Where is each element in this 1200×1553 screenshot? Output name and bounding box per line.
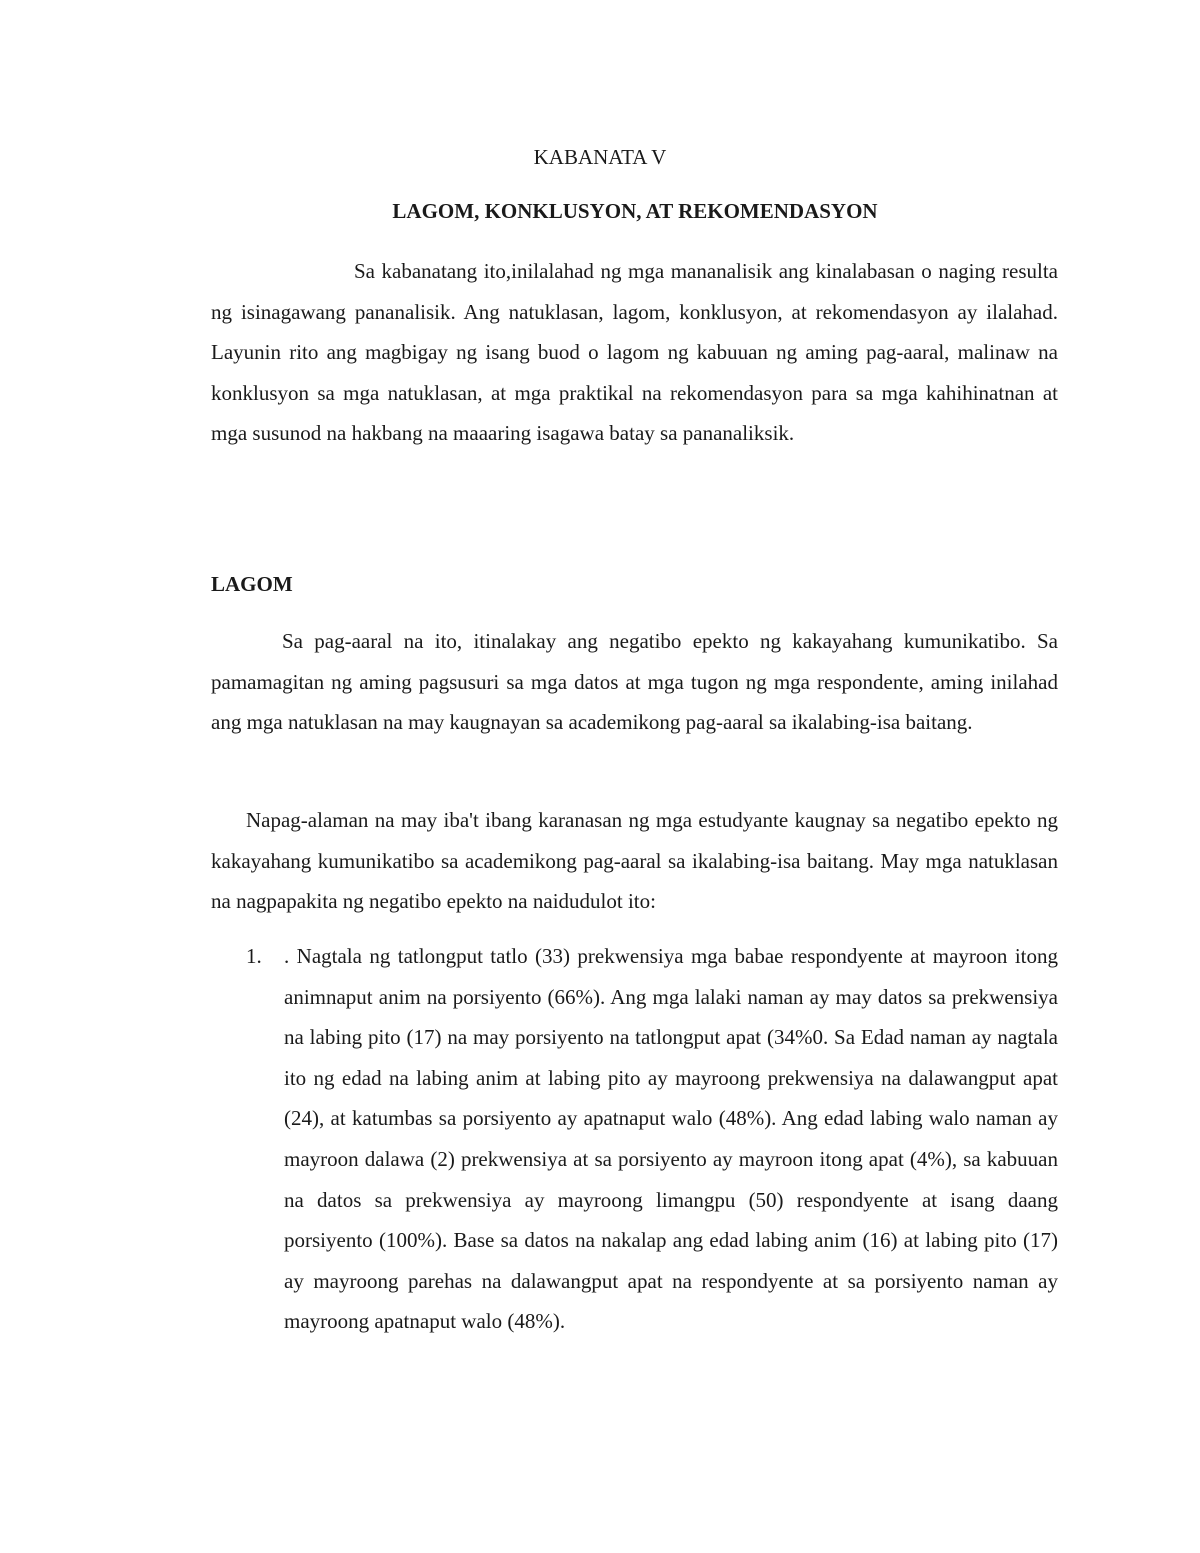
list-item <box>211 936 1058 1342</box>
findings-list <box>211 936 1058 1342</box>
chapter-title: LAGOM, KONKLUSYON, AT REKOMENDASYON <box>392 199 878 223</box>
lagom-paragraph-1: Sa pag-aaral na ito, itinalakay ang negatibo epekto ng kakayahang kumunikatibo. Sa pamamagitan ng aming pagsusuri sa mga datos at mga tugon ng mga respondente, aming inilahad ang mga natuklasan na may kaugnayan sa academikong pag-aaral sa ikalabing-isa baitang. <box>211 629 1058 735</box>
list-item-number: 1. <box>246 944 262 968</box>
section-heading-lagom: LAGOM <box>211 572 293 596</box>
chapter-label: KABANATA V <box>533 145 667 169</box>
lagom-paragraph-2: Napag-alaman na may iba't ibang karanasan ng mga estudyante kaugnay sa negatibo epekto ng kakayahang kumunikatibo sa academikong pag-aaral sa ikalabing-isa baitang. May mga natuklasan na nagpapakita ng negatibo epekto na naidudulot ito: <box>211 808 1058 914</box>
list-item-text: . Nagtala ng tatlongput tatlo (33) prekwensiya mga babae respondyente at mayroon itong animnaput anim na porsiyento (66%). Ang mga lalaki naman ay may datos sa prekwensiya na labing pito (17) na may porsiyento na tatlongput apat (34%0. Sa Edad naman ay nagtala ito ng edad na labing anim at labing pito ay mayroong prekwensiya na dalawangput apat (24), at katumbas sa porsiyento ay apatnaput walo (48%). Ang edad labing walo naman ay mayroon dalawa (2) prekwensiya at sa porsiyento ay mayroon itong apat (4%), sa kabuuan na datos sa prekwensiya ay mayroong limangpu (50) respondyente at isang daang porsiyento (100%). Base sa datos na nakalap ang edad labing anim (16) at labing pito (17) ay mayroong parehas na dalawangput apat na respondyente at sa porsiyento naman ay mayroong apatnaput walo (48%). <box>284 944 1058 1334</box>
intro-paragraph: Sa kabanatang ito,inilalahad ng mga mananalisik ang kinalabasan o naging resulta ng isinagawang pananalisik. Ang natuklasan, lagom, konklusyon, at rekomendasyon ay ilalahad. Layunin rito ang magbigay ng isang buod o lagom ng kabuuan ng aming pag-aaral, malinaw na konklusyon sa mga natuklasan, at mga praktikal na rekomendasyon para sa mga kahihinatnan at mga susunod na hakbang na maaaring isagawa batay sa pananaliksik. <box>211 259 1058 446</box>
